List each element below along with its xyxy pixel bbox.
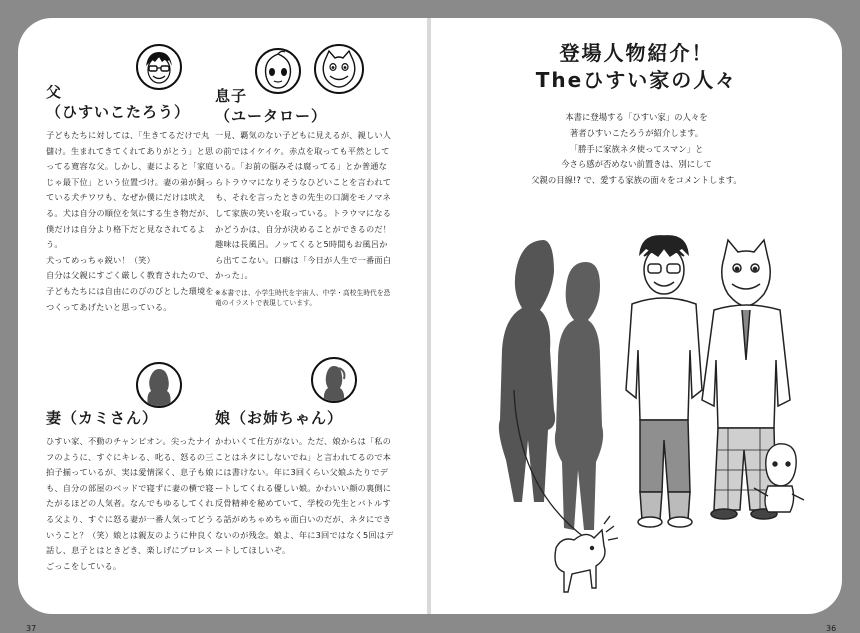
daughter-paragraph-1: かわいくて仕方がない。ただ、娘からは「私のことはネタにしないでね」と言われてるので本には書けない。年に3回くらい父娘ふたりでデートしてくれる優しい娘。かわいい顔の裏側に反骨精神を秘めていて、学校の先生とバトルする話がめちゃめちゃ面白いのだが、ネタにできないのが残念。娘よ、年に3回ではなく5回はデートしてほしいぞ。 [215,436,394,556]
title-line-1: 登場人物紹介！ [559,41,714,65]
right-page [431,18,842,633]
intro-line-5: 父親の目線!? で、愛する家族の面々をコメントします。 [531,175,742,186]
wife-silhouette-icon [136,362,182,408]
son-paragraph-1: 一見、覇気のない子どもに見えるが、親しい人の前ではイケイケ。赤点を取っても平然としている。「お前の脳みそは腐ってる」とか普通ならトラウマになりそうなひどいことを言われても、それを言ったときの先生の口調をモノマネして家族の笑いを取っている。トラウマになるかどうかは、自分が決めることができるのだ！ [215,130,392,234]
father-name: 父 [46,83,63,101]
left-page-number: 37 [26,624,37,633]
daughter-reading: （お姉ちゃん） [231,409,344,427]
daughter-description [215,434,395,559]
daughter-name: 娘 [215,409,232,427]
intro-line-4: 今さら感が否めない前置きは、別にして [561,159,712,170]
father-heading [46,82,190,122]
left-page [18,18,427,633]
family-group-illustration [492,230,822,610]
title-line-2: Theひすい家の人々 [535,68,738,92]
daughter-heading [215,408,343,428]
intro-line-2: 著者ひすいこたろうが紹介します。 [569,127,704,138]
father-paragraph-1: 子どもたちに対しては、「生きてるだけで丸儲け。生まれてきてくれてありがとう」と思ってる寛容な父。しかし、妻によると「家庭じゃ最下位」という位置づけ。妻の弟が飼っている犬チワワも、なぜか僕にだけは吠える。犬は自分の順位を気にする生き物だが、僕だけは自分より格下だと見なされてるよう。 [46,130,214,250]
son-name: 息子 [215,87,248,105]
father-figure [626,236,702,527]
son-description [215,128,395,308]
daughter-silhouette-icon [311,357,357,403]
son-reading: （ユータロー） [215,107,328,125]
page-title [431,40,842,94]
wife-reading: （カミさん） [62,409,159,427]
son-paragraph-2: 趣味は長風呂。ノッてくると5時間もお風呂から出てこない。口癖は「今日が人生で一番面白かった」。 [215,239,392,281]
father-reading: （ひすいこたろう） [46,103,191,121]
father-description [46,128,214,315]
right-page-number: 36 [826,624,837,633]
son-heading [215,86,327,126]
intro-line-3: 「勝手に家族ネタ使ってスマン」と [569,143,704,154]
father-paragraph-2: 犬ってめっちゃ鋭い！（笑） [46,254,155,265]
son-illustration-note: ※本書では、小学生時代を宇宙人、中学・高校生時代を恐竜のイラストで表現しています。 [215,288,391,307]
wife-figure-silhouette [499,240,555,502]
father-paragraph-3: 自分は父親にすごく厳しく教育されたので、子どもたちには自由にのびのびとした環境をつくってあげたいと思っている。 [46,270,214,312]
intro-line-1: 本書に登場する「ひすい家」の人々を [565,112,708,122]
intro-text [431,110,842,189]
wife-heading [46,408,158,428]
wife-paragraph-1: ひすい家、不動のチャンピオン。尖ったナイフのように、すぐにキレる、叱る、怒るの三拍子揃っているが、実は愛情深く、息子も娘も、自分の部屋のベッドで寝ずに妻の横で寝たがるほどの人気者。なんでもゆるしてくれる父より、すぐに怒る妻が一番人気ってどういうこと？（笑）娘とは親友のように仲良く話し、息子とはときどき、楽しげにプロレスごっこをしている。 [46,436,214,571]
wife-name: 妻 [46,409,63,427]
daughter-figure-silhouette [555,262,603,530]
wife-description [46,434,214,574]
